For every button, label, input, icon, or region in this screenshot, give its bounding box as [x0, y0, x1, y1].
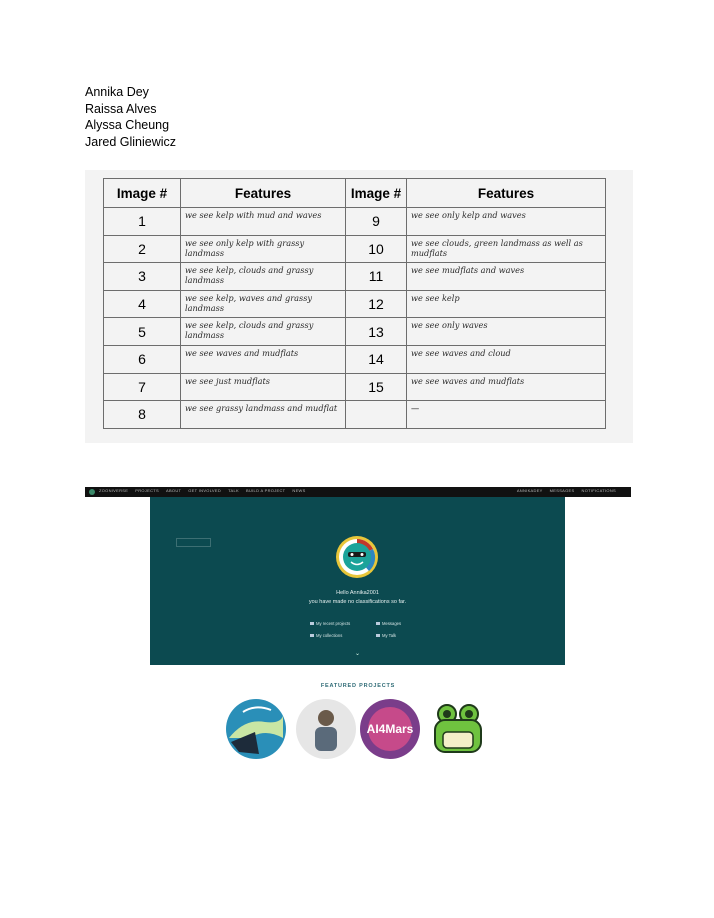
nav-item[interactable]: BUILD A PROJECT: [245, 488, 286, 493]
nav-item[interactable]: MESSAGES: [549, 488, 575, 493]
image-number-cell: 13: [346, 318, 407, 346]
features-cell: we see just mudflats: [181, 373, 346, 401]
project-thumbnail-ai-mars[interactable]: [359, 698, 421, 760]
website-screenshot: [85, 487, 631, 776]
image-number-cell: 7: [104, 373, 181, 401]
nav-item[interactable]: NEWS: [292, 488, 306, 493]
table-body: [104, 208, 606, 429]
nav-item[interactable]: ABOUT: [165, 488, 182, 493]
project-thumbnail-person[interactable]: [295, 698, 357, 760]
nav-item[interactable]: ANNIKADEY: [516, 488, 543, 493]
features-cell: —: [407, 401, 606, 429]
image-number-cell: 3: [104, 263, 181, 291]
image-number-cell: 9: [346, 208, 407, 236]
features-cell: we see only kelp and waves: [407, 208, 606, 236]
image-number-cell: 14: [346, 345, 407, 373]
table-row: [104, 401, 606, 429]
nav-item[interactable]: GET INVOLVED: [188, 488, 222, 493]
features-cell: we see clouds, green landmass as well as mudflats: [407, 235, 606, 263]
image-number-cell: 4: [104, 290, 181, 318]
image-number-cell: 12: [346, 290, 407, 318]
nav-item[interactable]: ZOONIVERSE: [99, 488, 129, 493]
image-number-cell: 6: [104, 345, 181, 373]
messages-link[interactable]: Messages: [376, 621, 401, 626]
hero-subtitle: you have made no classifications so far.: [308, 599, 407, 605]
image-number-cell: 2: [104, 235, 181, 263]
collections-link[interactable]: My collections: [310, 633, 342, 638]
image-number-cell: 15: [346, 373, 407, 401]
author-name: Alyssa Cheung: [85, 118, 170, 132]
features-cell: we see kelp: [407, 290, 606, 318]
features-cell: we see waves and cloud: [407, 345, 606, 373]
author-name: Raissa Alves: [85, 101, 157, 116]
project-thumbnail-map[interactable]: [225, 698, 287, 760]
table-row: [104, 345, 606, 373]
nav-item[interactable]: TALK: [228, 488, 239, 493]
image-number-cell: 1: [104, 208, 181, 236]
column-header: Features: [181, 179, 346, 208]
top-navbar: [85, 487, 631, 497]
svg-text:AI4Mars: AI4Mars: [366, 722, 414, 736]
features-cell: we see mudflats and waves: [407, 263, 606, 291]
chevron-down-icon[interactable]: ⌄: [355, 651, 361, 657]
image-number-cell: [346, 401, 407, 429]
column-header: Image #: [346, 179, 407, 208]
features-cell: we see kelp, waves and grassy landmass: [181, 290, 346, 318]
hero-greeting: Hello Annika2001: [336, 590, 379, 596]
features-cell: we see kelp, clouds and grassy landmass: [181, 318, 346, 346]
features-table: [103, 178, 606, 429]
features-cell: we see only kelp with grassy landmass: [181, 235, 346, 263]
features-cell: we see kelp with mud and waves: [181, 208, 346, 236]
table-row: [104, 290, 606, 318]
table-row: [104, 318, 606, 346]
avatar-icon: [335, 535, 379, 579]
table-row: [104, 263, 606, 291]
zooniverse-logo-icon: [89, 489, 95, 495]
features-cell: we see kelp, clouds and grassy landmass: [181, 263, 346, 291]
hero-tag: [176, 538, 211, 547]
table-header-row: [104, 179, 606, 208]
nav-item[interactable]: NOTIFICATIONS: [581, 488, 616, 493]
image-number-cell: 5: [104, 318, 181, 346]
column-header: Image #: [104, 179, 181, 208]
table-row: [104, 373, 606, 401]
hero-panel: [150, 497, 565, 665]
features-cell: we see grassy landmass and mudflat: [181, 401, 346, 429]
table-row: [104, 208, 606, 236]
features-table-figure: [85, 170, 633, 443]
author-name: Annika Dey: [85, 85, 149, 99]
features-cell: we see only waves: [407, 318, 606, 346]
image-number-cell: 10: [346, 235, 407, 263]
features-cell: we see waves and mudflats: [407, 373, 606, 401]
author-name: Jared Gliniewicz: [85, 134, 177, 149]
author-list: [85, 84, 176, 150]
image-number-cell: 11: [346, 263, 407, 291]
nav-left: [99, 488, 313, 493]
featured-projects-title: FEATURED PROJECTS: [320, 683, 396, 689]
nav-item[interactable]: PROJECTS: [135, 488, 159, 493]
recent-projects-link[interactable]: My recent projects: [310, 621, 350, 626]
table-row: [104, 235, 606, 263]
column-header: Features: [407, 179, 606, 208]
image-number-cell: 8: [104, 401, 181, 429]
nav-right: [517, 488, 623, 493]
project-thumbnail-frog[interactable]: [427, 698, 489, 760]
features-cell: we see waves and mudflats: [181, 345, 346, 373]
talk-link[interactable]: My Talk: [376, 633, 396, 638]
